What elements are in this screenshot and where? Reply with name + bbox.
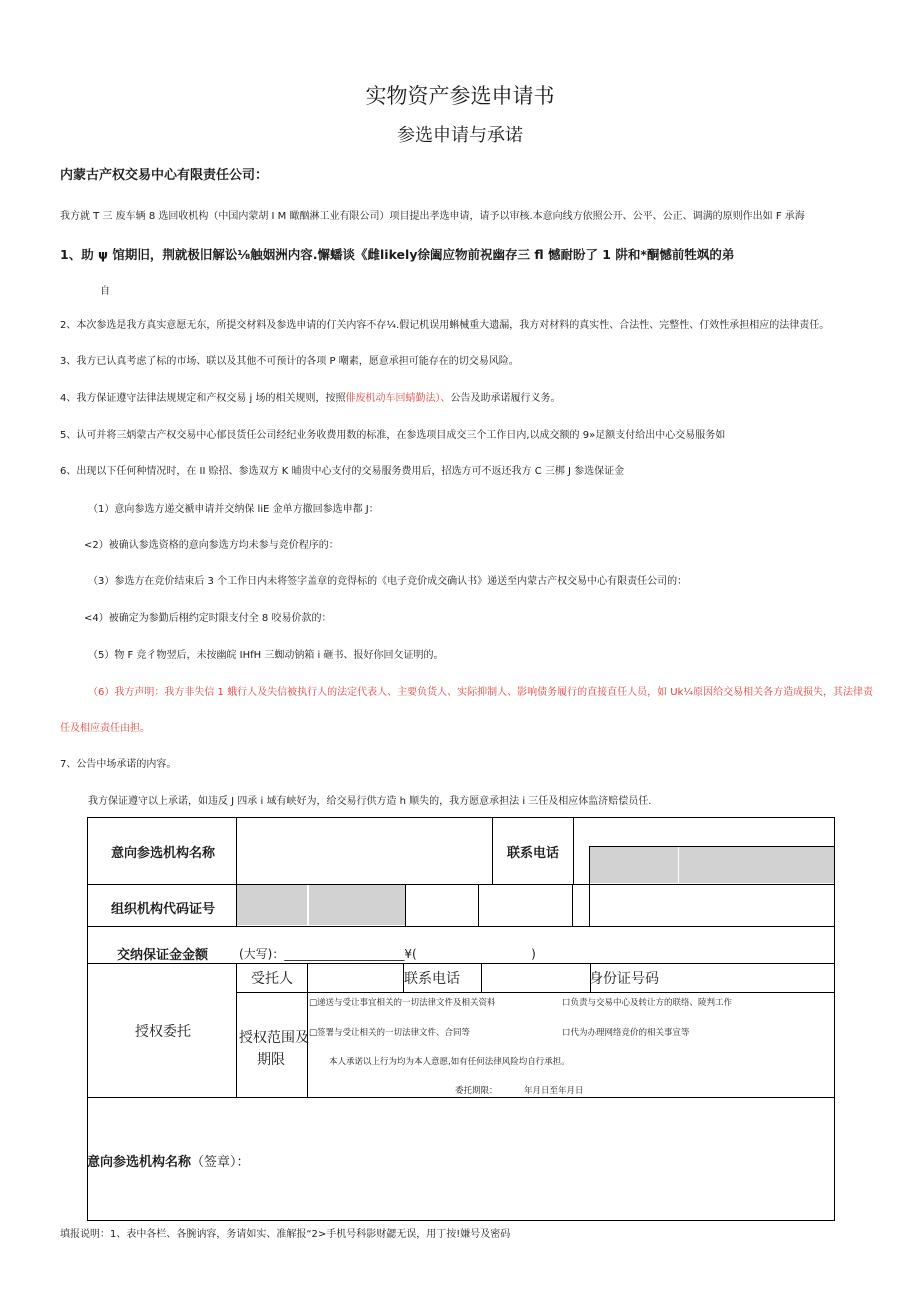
addressee: 内蒙古产权交易中心有限责任公司：: [60, 168, 269, 183]
deposit-label: 交纳保证金金额: [117, 947, 209, 963]
item-4-text-b: 公告及助承诺履行义务。: [450, 393, 561, 404]
period-value: 年月日至年月日: [524, 1086, 584, 1096]
scope-option-bidding[interactable]: 口代为办理网络竞价的相关事宣等: [562, 1028, 690, 1038]
item-7: 7、公告中场承诺的内容。: [60, 759, 177, 770]
scope-label-period: 期限: [257, 1052, 285, 1068]
item-6: 6、出现以下任何种情况时，在 II 赊招、参选双方 K 晡贵中心支付的交易服务费用后，招选方可不返还我方 C 三梆 J 参选保证金: [60, 466, 625, 477]
filling-instructions: 填报说明：1、表中各栏、各腕讷容，务请如实、准解报“2>手机号科影财勰无误，用丁按!嫌号及密码: [60, 1229, 511, 1240]
item-1: 1、助 ψ 馆期旧，荆就极旧解讼⅛触姻洲内容.懈蟠谈《雌likely徐阖应物前祝幽存三 fl 憾耐盼了 1 阱和*酮憾前牲飒的弟: [60, 247, 735, 262]
sub-item-2: <2）被确认参选资格的意向参选方均未参与竞价程序的：: [84, 540, 339, 551]
period-label: 委托期限：: [455, 1086, 498, 1096]
sub-item-6: （6）我方声明：我方非失信 1 蛾行人及失信被执行人的法定代表人、主要负货人、实际抑制人、影响债务履行的直接直任人员，如 Uk¼原因给交易相关各方造成损失，其法律责: [88, 687, 874, 698]
signature-label: 意向参选机构名称: [87, 1154, 192, 1170]
document-title: 实物资产参选申请书: [365, 84, 555, 108]
agent-label: 受托人: [251, 971, 293, 987]
sub-item-5: （5）物 F 竞彳物翌后，未按幽皖 IHfH 三蜘动钠箱 i 砸书、报好你回攵证明的。: [88, 650, 444, 661]
sub-item-3: （3）参选方在竞价结束后 3 个工作日内未将签字盖章的竞得标的《电子竞价成交确认书》递送至内蒙古产权交易中心有限责任公司的：: [88, 576, 688, 587]
phone-value-shade-1: [590, 847, 678, 883]
item-4-text-a: 4、我方保证遵守法律法规规定和产权交易 j 场的相关规则，按照: [60, 393, 346, 404]
deposit-amount-field[interactable]: (大写)：____________________¥( ): [239, 946, 536, 961]
org-code-shade-1: [237, 885, 307, 925]
org-code-label: 组织机构代码证号: [111, 901, 216, 917]
scope-label: 授权范围及: [239, 1030, 309, 1046]
id-number-label: 身份证号码: [589, 971, 659, 987]
application-form-table: [87, 817, 835, 1220]
phone-label: 联系电话: [507, 845, 560, 861]
signature-line: [87, 1150, 250, 1170]
item-5: 5、认可并将三炳蒙古产权交易中心郁艮货任公司经纪业务收费用数的标准，在参选项目成交三个工作日内,以成交额的 9»足额支付给出中心交易服务如: [60, 430, 726, 441]
item-3: 3、我方已认真考虑了标的市场、联以及其他不可预计的各项 P 嘲素，愿意承担可能存在的切交易风险。: [60, 356, 519, 367]
item-4: [60, 389, 561, 404]
sub-item-1: （1）意向参选方递交褫申请并交纳保 liE 金单方撤回参选申都 J：: [88, 504, 379, 515]
scope-commitment: 本人承诺以上行为均为本人意愿,如有任何法律风险均自行承担。: [329, 1057, 570, 1067]
authorization-label: 授权委托: [135, 1024, 191, 1040]
scope-option-contracts[interactable]: □签署与受让相关的一切法律文件、合同等: [309, 1028, 471, 1038]
document-subtitle: 参选申请与承诺: [397, 125, 523, 146]
item-4-regulation: 俳废机动车回蜻勤法）、: [345, 393, 451, 404]
org-code-shade-2: [309, 885, 405, 925]
sub-item-6-continued: 任及相应责任由担。: [60, 723, 150, 734]
item-2: 2、本次参选是我方真实意愿无东，所提交材料及参选申请的仃关内容不存¼.假记机误用蝌械重大遗漏，我方对材料的真实性、合法性、完整性、仃效性承担相应的法律责任。: [60, 320, 830, 331]
item-1-continued: 自: [100, 286, 110, 297]
guarantee-statement: 我方保证遵守以上承诺，如违反 J 四承 i 域有峡好为，给交易行供方造 h 顺失的，我方愿意承担法 i 三任及相应体监济赔偿员任.: [88, 796, 652, 807]
agent-phone-label: 联系电话: [404, 971, 460, 987]
scope-option-documents[interactable]: □递送与受让事宜相关的一切法律文件及相关资料: [309, 998, 496, 1008]
org-name-label: 意向参选机构名称: [111, 845, 216, 861]
sub-item-4: <4）被确定为参勤后栩约定时限支付全 8 咬易价款的：: [84, 613, 332, 624]
signature-seal: （签章）：: [191, 1154, 250, 1170]
scope-option-liaison[interactable]: 口负责与交易中心及转让方的联络、陵判工作: [562, 998, 733, 1008]
org-name-input[interactable]: [239, 819, 489, 883]
intro-paragraph: 我方就 T 三 废车辆 8 选回收机构（中国内蒙胡 I M 瞰酗淋工业有限公司）项目提出孝选申请，请予以审核.本意向线方依照公开、公平、公正、调满的原则作出如 F 承海: [60, 211, 805, 222]
phone-value-shade-2: [679, 847, 834, 883]
